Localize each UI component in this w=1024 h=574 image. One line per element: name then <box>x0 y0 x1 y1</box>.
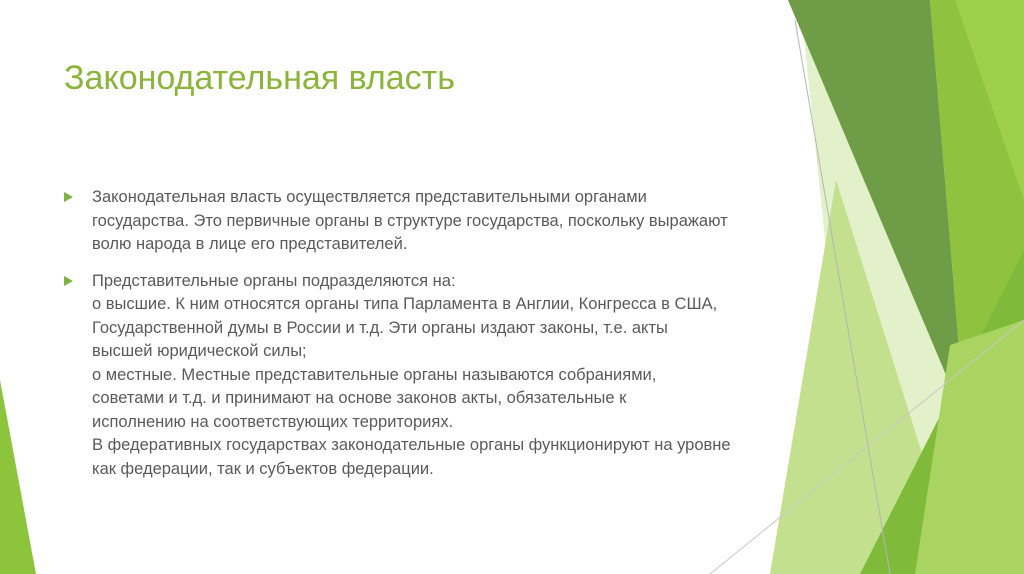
bullet-text-line: Государственной думы в России и т.д. Эти органы издают законы, т.е. акты <box>92 318 668 337</box>
triangle-right-icon <box>64 192 73 202</box>
slide-title: Законодательная власть <box>64 59 455 97</box>
bullet-text-line: волю народа в лице его представителей. <box>92 235 408 253</box>
bullet-list <box>64 186 794 494</box>
bullet-text-line: о высшие. К ним относятся органы типа Парламента в Англии, Конгресса в США, <box>92 295 718 313</box>
triangle-right-icon <box>64 276 73 286</box>
bullet-text-line: как федерации, так и субъектов федерации. <box>92 459 434 478</box>
bullet-text-line: государства. Это первичные органы в структуре государства, поскольку выражают <box>92 211 728 230</box>
bullet-text-line: о местные. Местные представительные органы называются собраниями, <box>92 365 657 384</box>
bullet-item <box>64 270 794 482</box>
bullet-text-line: исполнению на соответствующих территориях. <box>92 412 454 431</box>
bullet-item <box>64 186 794 257</box>
left-green-wedge <box>0 380 36 574</box>
bullet-text-line: советами и т.д. и принимают на основе законов акты, обязательные к <box>92 389 627 407</box>
bullet-text-line: Законодательная власть осуществляется представительными органами <box>92 188 647 206</box>
bullet-text-line: высшей юридической силы; <box>92 342 307 360</box>
bullet-text-line: Представительные органы подразделяются на: <box>92 271 456 290</box>
bullet-text-line: В федеративных государствах законодательные органы функционируют на уровне <box>92 436 731 454</box>
